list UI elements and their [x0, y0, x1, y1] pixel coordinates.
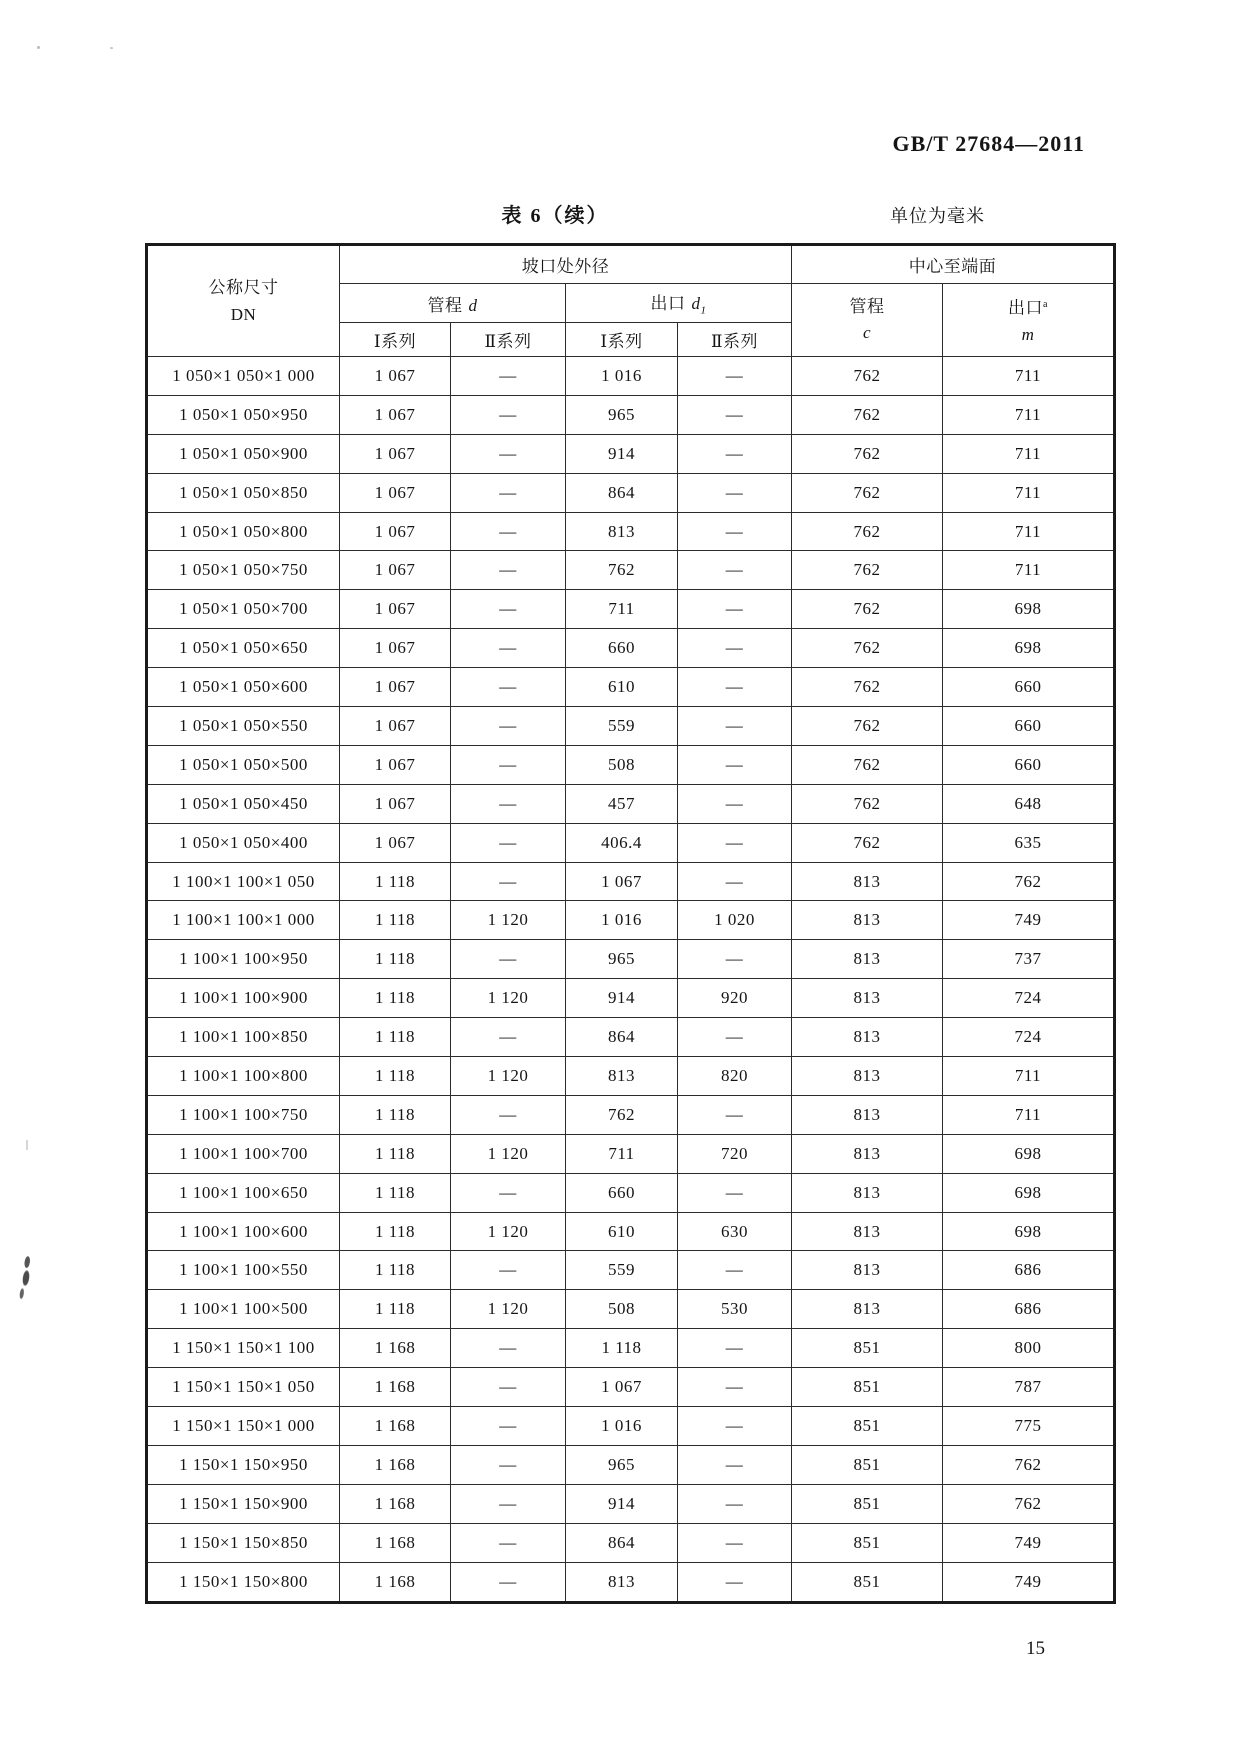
- value-cell: 749: [943, 1562, 1115, 1602]
- value-cell: 813: [792, 1212, 943, 1251]
- value-cell: 851: [792, 1523, 943, 1562]
- value-cell: —: [678, 1368, 792, 1407]
- value-cell: 1 067: [340, 668, 451, 707]
- value-cell: 813: [566, 1562, 678, 1602]
- value-cell: 1 118: [340, 1290, 451, 1329]
- dn-cell: 1 100×1 100×700: [147, 1134, 340, 1173]
- dn-cell: 1 100×1 100×500: [147, 1290, 340, 1329]
- value-cell: 914: [566, 979, 678, 1018]
- value-cell: 851: [792, 1562, 943, 1602]
- value-cell: —: [451, 862, 566, 901]
- value-cell: 1 067: [340, 357, 451, 396]
- value-cell: 724: [943, 1018, 1115, 1057]
- value-cell: 762: [566, 551, 678, 590]
- value-cell: —: [451, 707, 566, 746]
- table-row: [147, 434, 1115, 473]
- value-cell: 1 168: [340, 1329, 451, 1368]
- value-cell: 406.4: [566, 823, 678, 862]
- value-cell: 559: [566, 1251, 678, 1290]
- value-cell: 711: [943, 512, 1115, 551]
- value-cell: 813: [566, 512, 678, 551]
- value-cell: 610: [566, 668, 678, 707]
- dn-cell: 1 050×1 050×1 000: [147, 357, 340, 396]
- table-row: [147, 707, 1115, 746]
- value-cell: 851: [792, 1368, 943, 1407]
- value-cell: 686: [943, 1290, 1115, 1329]
- value-cell: 1 016: [566, 1407, 678, 1446]
- value-cell: 762: [792, 434, 943, 473]
- value-cell: —: [451, 357, 566, 396]
- value-cell: 762: [792, 357, 943, 396]
- value-cell: 813: [792, 979, 943, 1018]
- dn-cell: 1 100×1 100×950: [147, 940, 340, 979]
- table-row: [147, 745, 1115, 784]
- standard-number: GB/T 27684—2011: [892, 131, 1085, 156]
- dimension-table: [145, 243, 1116, 1604]
- table-row: [147, 784, 1115, 823]
- value-cell: 686: [943, 1251, 1115, 1290]
- header-nominal-size-label: 公称尺寸: [208, 278, 279, 297]
- dn-cell: 1 050×1 050×600: [147, 668, 340, 707]
- value-cell: 920: [678, 979, 792, 1018]
- table-row: [147, 1407, 1115, 1446]
- value-cell: —: [678, 473, 792, 512]
- value-cell: 762: [566, 1095, 678, 1134]
- value-cell: —: [678, 395, 792, 434]
- value-cell: 1 067: [340, 473, 451, 512]
- value-cell: 1 067: [340, 590, 451, 629]
- value-cell: —: [451, 1562, 566, 1602]
- dn-cell: 1 050×1 050×850: [147, 473, 340, 512]
- scan-speck: [37, 46, 40, 49]
- value-cell: —: [451, 434, 566, 473]
- table-row: [147, 1018, 1115, 1057]
- header-run-d: 管程 d: [340, 284, 566, 323]
- value-cell: 965: [566, 1445, 678, 1484]
- table-row: [147, 1562, 1115, 1602]
- value-cell: 787: [943, 1368, 1115, 1407]
- value-cell: 660: [943, 745, 1115, 784]
- dn-cell: 1 050×1 050×950: [147, 395, 340, 434]
- value-cell: —: [678, 862, 792, 901]
- dn-cell: 1 050×1 050×450: [147, 784, 340, 823]
- value-cell: 914: [566, 1484, 678, 1523]
- value-cell: 559: [566, 707, 678, 746]
- dn-cell: 1 050×1 050×700: [147, 590, 340, 629]
- value-cell: 1 118: [340, 1018, 451, 1057]
- value-cell: 851: [792, 1407, 943, 1446]
- dn-cell: 1 100×1 100×600: [147, 1212, 340, 1251]
- value-cell: 660: [566, 629, 678, 668]
- value-cell: 864: [566, 1523, 678, 1562]
- dn-cell: 1 150×1 150×900: [147, 1484, 340, 1523]
- value-cell: 737: [943, 940, 1115, 979]
- value-cell: 813: [792, 862, 943, 901]
- table-row: [147, 1212, 1115, 1251]
- value-cell: 1 168: [340, 1407, 451, 1446]
- value-cell: —: [678, 1523, 792, 1562]
- value-cell: —: [678, 512, 792, 551]
- header-outlet-d1: 出口 $d_1$: [566, 284, 792, 323]
- value-cell: 813: [792, 1134, 943, 1173]
- value-cell: 1 067: [340, 551, 451, 590]
- value-cell: 1 118: [340, 1095, 451, 1134]
- value-cell: —: [451, 1407, 566, 1446]
- value-cell: 630: [678, 1212, 792, 1251]
- dn-cell: 1 100×1 100×850: [147, 1018, 340, 1057]
- value-cell: 698: [943, 1212, 1115, 1251]
- value-cell: 635: [943, 823, 1115, 862]
- value-cell: 711: [943, 395, 1115, 434]
- value-cell: 813: [792, 940, 943, 979]
- value-cell: 660: [943, 668, 1115, 707]
- value-cell: —: [678, 357, 792, 396]
- dn-cell: 1 050×1 050×650: [147, 629, 340, 668]
- value-cell: 965: [566, 940, 678, 979]
- value-cell: —: [678, 745, 792, 784]
- value-cell: 1 067: [340, 707, 451, 746]
- value-cell: 1 120: [451, 979, 566, 1018]
- value-cell: —: [678, 434, 792, 473]
- table-row: [147, 473, 1115, 512]
- value-cell: 813: [792, 1095, 943, 1134]
- value-cell: 711: [943, 357, 1115, 396]
- table-row: [147, 1251, 1115, 1290]
- value-cell: 1 067: [566, 1368, 678, 1407]
- dn-cell: 1 100×1 100×550: [147, 1251, 340, 1290]
- value-cell: —: [678, 629, 792, 668]
- value-cell: —: [451, 1095, 566, 1134]
- scan-artifact: [15, 1251, 35, 1304]
- value-cell: 1 067: [340, 823, 451, 862]
- value-cell: —: [451, 784, 566, 823]
- table-row: [147, 862, 1115, 901]
- value-cell: 698: [943, 590, 1115, 629]
- value-cell: 800: [943, 1329, 1115, 1368]
- value-cell: 1 118: [340, 1251, 451, 1290]
- value-cell: 1 020: [678, 901, 792, 940]
- value-cell: 508: [566, 745, 678, 784]
- value-cell: —: [678, 668, 792, 707]
- value-cell: 762: [792, 745, 943, 784]
- table-row: [147, 823, 1115, 862]
- value-cell: 1 118: [566, 1329, 678, 1368]
- value-cell: 1 120: [451, 1057, 566, 1096]
- value-cell: —: [451, 1445, 566, 1484]
- value-cell: 1 016: [566, 901, 678, 940]
- value-cell: —: [678, 1445, 792, 1484]
- dn-cell: 1 100×1 100×750: [147, 1095, 340, 1134]
- dn-cell: 1 150×1 150×800: [147, 1562, 340, 1602]
- value-cell: 660: [566, 1173, 678, 1212]
- value-cell: 1 118: [340, 1212, 451, 1251]
- value-cell: —: [678, 784, 792, 823]
- dn-cell: 1 150×1 150×1 000: [147, 1407, 340, 1446]
- value-cell: 820: [678, 1057, 792, 1096]
- table-row: [147, 590, 1115, 629]
- value-cell: —: [451, 940, 566, 979]
- value-cell: 1 168: [340, 1368, 451, 1407]
- dn-cell: 1 050×1 050×550: [147, 707, 340, 746]
- dn-cell: 1 150×1 150×1 050: [147, 1368, 340, 1407]
- value-cell: —: [678, 1484, 792, 1523]
- dn-cell: 1 150×1 150×950: [147, 1445, 340, 1484]
- dn-cell: 1 100×1 100×900: [147, 979, 340, 1018]
- value-cell: 851: [792, 1445, 943, 1484]
- unit-note: 单位为毫米: [890, 206, 985, 226]
- value-cell: —: [678, 1562, 792, 1602]
- table-row: [147, 1173, 1115, 1212]
- value-cell: 813: [792, 1173, 943, 1212]
- header-center-outlet-m: 出口$^a$ m: [943, 284, 1115, 357]
- value-cell: 711: [943, 1095, 1115, 1134]
- dn-cell: 1 150×1 150×850: [147, 1523, 340, 1562]
- value-cell: —: [451, 512, 566, 551]
- value-cell: 1 067: [340, 434, 451, 473]
- value-cell: 1 067: [566, 862, 678, 901]
- value-cell: 1 118: [340, 862, 451, 901]
- value-cell: —: [451, 1368, 566, 1407]
- value-cell: 762: [792, 473, 943, 512]
- value-cell: 1 168: [340, 1445, 451, 1484]
- table-row: [147, 668, 1115, 707]
- table-row: [147, 1368, 1115, 1407]
- table-row: [147, 551, 1115, 590]
- value-cell: —: [678, 1251, 792, 1290]
- table-row: [147, 1057, 1115, 1096]
- value-cell: 530: [678, 1290, 792, 1329]
- dn-cell: 1 050×1 050×900: [147, 434, 340, 473]
- value-cell: 698: [943, 629, 1115, 668]
- table-row: [147, 1523, 1115, 1562]
- value-cell: 762: [792, 590, 943, 629]
- page-number: 15: [1026, 1638, 1045, 1659]
- header-nominal-size: [147, 245, 340, 357]
- table-row: [147, 1484, 1115, 1523]
- table-body: [147, 357, 1115, 1603]
- value-cell: 762: [792, 551, 943, 590]
- dn-cell: 1 150×1 150×1 100: [147, 1329, 340, 1368]
- footnote-marker: a: [1043, 299, 1048, 311]
- table-row: [147, 1290, 1115, 1329]
- header-center-run-c: 管程 c: [792, 284, 943, 357]
- header-nominal-size-dn: DN: [230, 305, 257, 324]
- value-cell: 711: [943, 1057, 1115, 1096]
- value-cell: 762: [943, 1484, 1115, 1523]
- value-cell: 864: [566, 1018, 678, 1057]
- dn-cell: 1 100×1 100×650: [147, 1173, 340, 1212]
- value-cell: —: [678, 590, 792, 629]
- value-cell: 1 016: [566, 357, 678, 396]
- value-cell: —: [451, 629, 566, 668]
- value-cell: 851: [792, 1484, 943, 1523]
- value-cell: 762: [792, 668, 943, 707]
- value-cell: —: [678, 1407, 792, 1446]
- value-cell: 762: [792, 512, 943, 551]
- header-outlet-series-1: Ⅰ系列: [566, 323, 678, 357]
- value-cell: 1 120: [451, 1290, 566, 1329]
- value-cell: 813: [792, 1057, 943, 1096]
- value-cell: 1 067: [340, 784, 451, 823]
- dn-cell: 1 100×1 100×1 000: [147, 901, 340, 940]
- scan-speck: [26, 1140, 28, 1150]
- value-cell: —: [451, 823, 566, 862]
- table-row: [147, 940, 1115, 979]
- value-cell: —: [451, 395, 566, 434]
- value-cell: 1 120: [451, 1134, 566, 1173]
- value-cell: —: [451, 1484, 566, 1523]
- table-row: [147, 979, 1115, 1018]
- value-cell: —: [678, 707, 792, 746]
- dn-cell: 1 050×1 050×800: [147, 512, 340, 551]
- value-cell: 711: [943, 473, 1115, 512]
- value-cell: —: [451, 1329, 566, 1368]
- value-cell: —: [451, 1173, 566, 1212]
- value-cell: 864: [566, 473, 678, 512]
- value-cell: —: [451, 551, 566, 590]
- value-cell: 762: [792, 784, 943, 823]
- value-cell: —: [678, 1095, 792, 1134]
- value-cell: 457: [566, 784, 678, 823]
- value-cell: 1 118: [340, 1134, 451, 1173]
- scan-speck: [110, 47, 113, 49]
- value-cell: —: [678, 823, 792, 862]
- value-cell: —: [678, 1329, 792, 1368]
- value-cell: 698: [943, 1173, 1115, 1212]
- dn-cell: 1 050×1 050×750: [147, 551, 340, 590]
- header-group-bevel-od: 坡口处外径: [340, 245, 792, 284]
- value-cell: 711: [566, 590, 678, 629]
- value-cell: —: [451, 590, 566, 629]
- header-row-groups: [147, 245, 1115, 284]
- value-cell: —: [678, 940, 792, 979]
- value-cell: 749: [943, 901, 1115, 940]
- value-cell: 762: [792, 629, 943, 668]
- value-cell: 1 067: [340, 512, 451, 551]
- value-cell: 648: [943, 784, 1115, 823]
- header-outlet-series-2: Ⅱ系列: [678, 323, 792, 357]
- value-cell: 711: [566, 1134, 678, 1173]
- value-cell: 1 118: [340, 901, 451, 940]
- value-cell: 813: [792, 1251, 943, 1290]
- table-row: [147, 1134, 1115, 1173]
- value-cell: 698: [943, 1134, 1115, 1173]
- value-cell: 965: [566, 395, 678, 434]
- value-cell: 508: [566, 1290, 678, 1329]
- value-cell: —: [678, 1173, 792, 1212]
- value-cell: 813: [566, 1057, 678, 1096]
- table-row: [147, 901, 1115, 940]
- table-row: [147, 395, 1115, 434]
- dn-cell: 1 050×1 050×500: [147, 745, 340, 784]
- value-cell: —: [451, 1523, 566, 1562]
- value-cell: 711: [943, 434, 1115, 473]
- value-cell: 711: [943, 551, 1115, 590]
- value-cell: 762: [792, 823, 943, 862]
- table-row: [147, 1329, 1115, 1368]
- value-cell: 813: [792, 1018, 943, 1057]
- header-run-series-2: Ⅱ系列: [451, 323, 566, 357]
- value-cell: 1 120: [451, 901, 566, 940]
- value-cell: 1 118: [340, 940, 451, 979]
- value-cell: 720: [678, 1134, 792, 1173]
- value-cell: 610: [566, 1212, 678, 1251]
- value-cell: —: [451, 668, 566, 707]
- value-cell: 762: [792, 707, 943, 746]
- value-cell: 914: [566, 434, 678, 473]
- value-cell: 1 168: [340, 1484, 451, 1523]
- table-row: [147, 1095, 1115, 1134]
- header-group-center-to-end: 中心至端面: [792, 245, 1115, 284]
- value-cell: 1 067: [340, 395, 451, 434]
- value-cell: —: [451, 745, 566, 784]
- header-run-series-1: Ⅰ系列: [340, 323, 451, 357]
- value-cell: 1 067: [340, 629, 451, 668]
- table-row: [147, 512, 1115, 551]
- value-cell: 1 118: [340, 1173, 451, 1212]
- table-title: 表 6（续）: [501, 205, 609, 227]
- value-cell: 775: [943, 1407, 1115, 1446]
- value-cell: 813: [792, 901, 943, 940]
- value-cell: 1 118: [340, 1057, 451, 1096]
- dn-cell: 1 100×1 100×800: [147, 1057, 340, 1096]
- table-row: [147, 357, 1115, 396]
- value-cell: 660: [943, 707, 1115, 746]
- value-cell: —: [678, 1018, 792, 1057]
- value-cell: —: [451, 1251, 566, 1290]
- table-row: [147, 629, 1115, 668]
- value-cell: 762: [943, 862, 1115, 901]
- table-row: [147, 1445, 1115, 1484]
- value-cell: 851: [792, 1329, 943, 1368]
- value-cell: 724: [943, 979, 1115, 1018]
- value-cell: —: [678, 551, 792, 590]
- value-cell: 749: [943, 1523, 1115, 1562]
- value-cell: 1 120: [451, 1212, 566, 1251]
- value-cell: 813: [792, 1290, 943, 1329]
- value-cell: —: [451, 1018, 566, 1057]
- value-cell: 1 168: [340, 1562, 451, 1602]
- value-cell: 1 118: [340, 979, 451, 1018]
- value-cell: 1 067: [340, 745, 451, 784]
- value-cell: 762: [792, 395, 943, 434]
- dn-cell: 1 050×1 050×400: [147, 823, 340, 862]
- dn-cell: 1 100×1 100×1 050: [147, 862, 340, 901]
- value-cell: —: [451, 473, 566, 512]
- value-cell: 1 168: [340, 1523, 451, 1562]
- value-cell: 762: [943, 1445, 1115, 1484]
